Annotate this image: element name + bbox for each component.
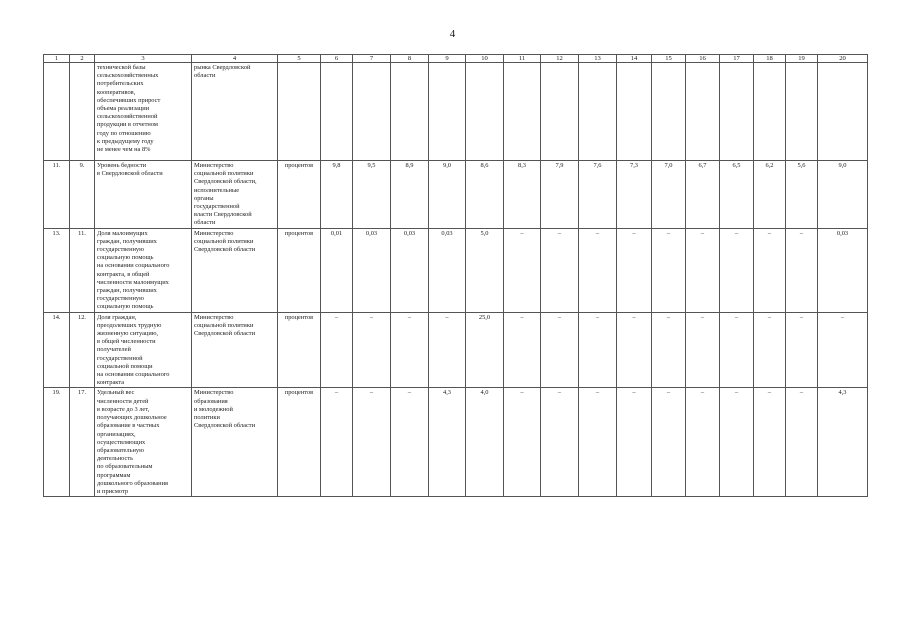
table-row [44,312,868,388]
column-header-14: 14 [617,55,652,63]
value-cell: – [617,312,652,388]
column-header-1: 1 [44,55,70,63]
value-cell: – [786,228,818,312]
value-cell: – [818,312,868,388]
value-cell [579,63,617,161]
table-row [44,228,868,312]
value-cell: – [686,312,720,388]
value-cell: – [541,312,579,388]
value-cell: – [754,388,786,497]
value-cell: – [652,312,686,388]
value-cell [818,63,868,161]
column-header-6: 6 [321,55,353,63]
value-cell [541,63,579,161]
value-cell: – [504,228,541,312]
column-header-4: 4 [192,55,278,63]
value-cell: 6,7 [686,161,720,229]
indicator-name: Доля малоимущих граждан, получивших государственную социальную помощь на основании социального контракта, в общей численности малоимущих граждан, получивших государственную социальную помощь [95,228,192,312]
value-cell: – [504,388,541,497]
value-cell: 0,01 [321,228,353,312]
value-cell: 4,3 [429,388,466,497]
value-cell: – [541,388,579,497]
unit-cell: процентов [278,228,321,312]
indicator-number: 9. [70,161,95,229]
value-cell [754,63,786,161]
value-cell: – [786,312,818,388]
value-cell: 0,03 [818,228,868,312]
value-cell: 9,5 [353,161,391,229]
responsible-org: Министерство социальной политики Свердловской области [192,312,278,388]
value-cell: 9,8 [321,161,353,229]
indicator-table [43,54,868,497]
column-header-2: 2 [70,55,95,63]
value-cell: 9,0 [818,161,868,229]
value-cell: 5,6 [786,161,818,229]
value-cell: – [720,388,754,497]
unit-cell: процентов [278,312,321,388]
value-cell [321,63,353,161]
indicator-number: 17. [70,388,95,497]
column-header-17: 17 [720,55,754,63]
responsible-org: рынка Свердловской области [192,63,278,161]
value-cell: – [579,388,617,497]
row-number: 14. [44,312,70,388]
value-cell [504,63,541,161]
responsible-org: Министерство социальной политики Свердловской области [192,228,278,312]
value-cell: – [391,312,429,388]
value-cell: – [786,388,818,497]
value-cell: 4,3 [818,388,868,497]
value-cell: 0,03 [353,228,391,312]
value-cell [429,63,466,161]
value-cell: – [504,312,541,388]
value-cell: – [686,228,720,312]
column-header-13: 13 [579,55,617,63]
value-cell [720,63,754,161]
value-cell: 5,0 [466,228,504,312]
value-cell: – [579,312,617,388]
value-cell: 4,0 [466,388,504,497]
value-cell: – [652,388,686,497]
table-row [44,161,868,229]
column-header-3: 3 [95,55,192,63]
indicator-name: Доля граждан, преодолевших трудную жизненную ситуацию, в общей численности получателей государственной социальной помощи на основании социального контракта [95,312,192,388]
value-cell: – [754,228,786,312]
value-cell: – [720,228,754,312]
value-cell: – [686,388,720,497]
value-cell: – [617,388,652,497]
column-header-20: 20 [818,55,868,63]
value-cell: 7,6 [579,161,617,229]
value-cell [466,63,504,161]
value-cell: 7,3 [617,161,652,229]
value-cell: – [391,388,429,497]
indicator-number: 12. [70,312,95,388]
value-cell: 6,2 [754,161,786,229]
column-header-8: 8 [391,55,429,63]
value-cell: 0,03 [391,228,429,312]
row-number: 11. [44,161,70,229]
value-cell: – [429,312,466,388]
value-cell: – [541,228,579,312]
value-cell: – [353,312,391,388]
unit-cell: процентов [278,388,321,497]
value-cell: 7,0 [652,161,686,229]
column-header-18: 18 [754,55,786,63]
table-row [44,63,868,161]
value-cell: – [321,388,353,497]
indicator-number [70,63,95,161]
indicator-name: Удельный вес численности детей в возрасте до 3 лет, получающих дошкольное образование в частных организациях, осуществляющих образовательную деятельность по образовательным программам дошкольного образования и присмотр [95,388,192,497]
column-header-9: 9 [429,55,466,63]
indicator-name: технической базы сельскохозяйственных потребительских кооперативов, обеспечивших прирост объема реализации сельскохозяйственной продукции в отчетном году по отношению к предыдущему году не менее чем на 8% [95,63,192,161]
value-cell [353,63,391,161]
indicator-number: 11. [70,228,95,312]
value-cell: 0,03 [429,228,466,312]
value-cell: – [617,228,652,312]
column-header-15: 15 [652,55,686,63]
row-number [44,63,70,161]
responsible-org: Министерство социальной политики Свердловской области, исполнительные органы государственной власти Свердловской области [192,161,278,229]
value-cell: 9,0 [429,161,466,229]
value-cell: 8,6 [466,161,504,229]
column-header-7: 7 [353,55,391,63]
indicator-name: Уровень бедности в Свердловской области [95,161,192,229]
unit-cell: процентов [278,161,321,229]
value-cell [786,63,818,161]
value-cell: – [579,228,617,312]
value-cell: 7,9 [541,161,579,229]
value-cell: 6,5 [720,161,754,229]
row-number: 19. [44,388,70,497]
value-cell [652,63,686,161]
row-number: 13. [44,228,70,312]
column-header-16: 16 [686,55,720,63]
value-cell [391,63,429,161]
table-row [44,388,868,497]
value-cell: – [652,228,686,312]
value-cell: 8,9 [391,161,429,229]
value-cell: – [754,312,786,388]
value-cell: – [353,388,391,497]
value-cell: – [720,312,754,388]
column-header-12: 12 [541,55,579,63]
value-cell [686,63,720,161]
value-cell: 8,3 [504,161,541,229]
value-cell: – [321,312,353,388]
column-header-5: 5 [278,55,321,63]
column-header-11: 11 [504,55,541,63]
value-cell [617,63,652,161]
page-number: 4 [449,28,456,40]
unit-cell [278,63,321,161]
value-cell: 25,0 [466,312,504,388]
header-row [44,55,868,63]
responsible-org: Министерство образования и молодежной политики Свердловской области [192,388,278,497]
column-header-10: 10 [466,55,504,63]
column-header-19: 19 [786,55,818,63]
